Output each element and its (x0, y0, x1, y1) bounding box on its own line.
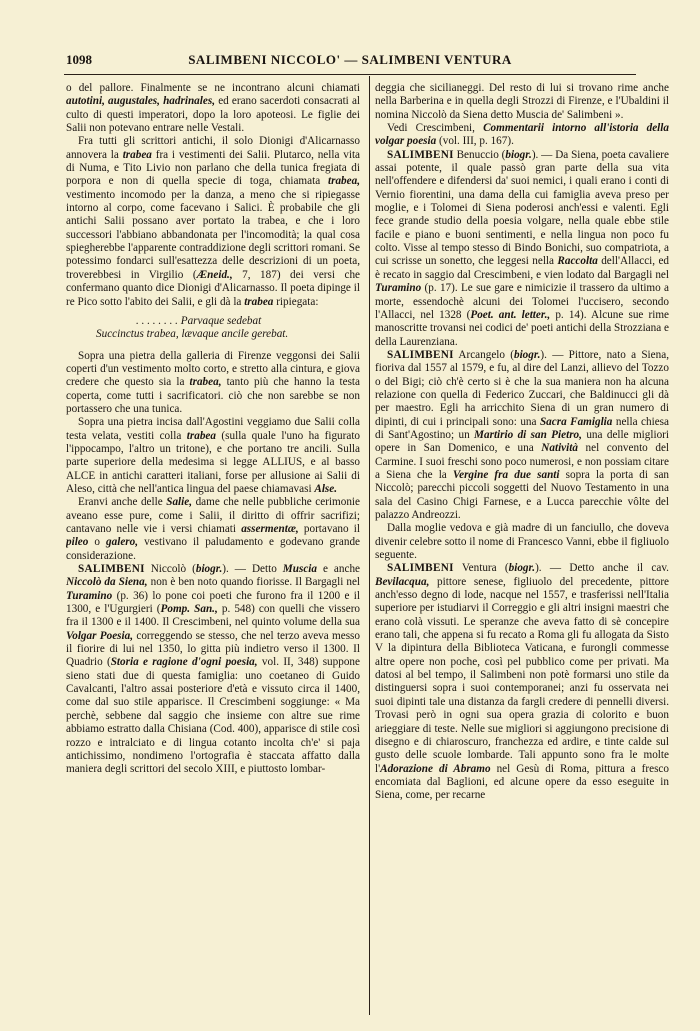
page-number: 1098 (66, 52, 92, 67)
paragraph: Vedi Crescimbeni, Commentarii intorno all'istoria della volgar poesia (vol. III, p. 167). (375, 122, 669, 148)
paragraph: Sopra una pietra della galleria di Firenze veggonsi dei Salii coperti d'un vestimento molto corto, e stretto alla cintura, e giova credere che questo sia la trabea, tanto più che hanno la testa coperta, come tutti i sacrificatori. ciò che non sarebbe se non portassero che una tunica. (66, 349, 360, 415)
entry-heading: SALIMBENI (387, 148, 454, 161)
paragraph: deggia che sicilianeggi. Del resto di lui si trovano rime anche nella Barberina e in quella degli Strozzi di Firenze, e l'Ubaldini il nomina Niccolò da Siena detto Muscia de' Salimbeni ». (375, 82, 669, 121)
paragraph: Dalla moglie vedova e già madre di un fanciullo, che doveva divenir celebre sotto il nome di Francesco Vanni, ebbe il figliuolo seguente. (375, 522, 669, 562)
column-divider (369, 76, 370, 1015)
verse-quote (66, 315, 360, 342)
paragraph: Eranvi anche delle Salie, dame che nelle pubbliche cerimonie aveano esse pure, come i Salii, il diritto di offrir sacrifizi; cantavano nelle vie i versi chiamati assermentæ, portavano il pileo o galero, vestivano il paludamento e godevano grande considerazione. (66, 496, 360, 562)
paragraph: Fra tutti gli scrittori antichi, il solo Dionigi d'Alicarnasso annovera la trabea fra i vestimenti dei Salii. Plutarco, nella vita di Numa, e Tito Livio non parlano che della tunica fregiata di porpora e non di quella specie di toga, chiamata trabea, vestimento incomodo per la danza, a meno che si ripiegasse intorno al corpo, come facevano i Salici. È probabile che gli antichi Salii possano aver portato la trabea, e che i loro successori l'abbiano abbandonata per l'incomodità; la qual cosa spiegherebbe l'apparente contraddizione degli scrittori romani. Se potessimo fondarci sull'esattezza delle descrizioni di un poeta, troverebbesi in Virgilio (Æneid., 7, 187) dei versi che confermano quanto dice Dionigi d'Alicarnasso. Il poeta dipinge il re Pico sotto l'abito dei Salii, e gli dà la trabea ripiegata: (66, 135, 360, 308)
running-title: SALIMBENI NICCOLO' — SALIMBENI VENTURA (188, 52, 512, 67)
verse-line: . . . . . . . . Parvaque sedebat (136, 314, 262, 327)
header-rule (64, 74, 636, 75)
entry-salimbeni-ventura: SALIMBENI Ventura (biogr.). — Detto anche il cav. Bevilacqua, pittore senese, figliuolo del precedente, pittore anch'esso degno di lode, nacque nel 1557, e trasferissi nell'Italia superiore per istudiarvi il Correggio e gli altri insigni maestri che erano colà vissuti. Le speranze che aveva fatto di sè concepire erano tali, che appena si fu recato a Roma gli fu allogata da Sisto V la dipintura della Biblioteca Vaticana, e furongli commesse altre opere non poche, così pel pubblico come per privati. Ma datosi al bel tempo, il Salimbeni non potè formarsi uno stile da distinguersi sopra i suoi contemporanei; anzi fu osservata nei suoi dipinti tale una distanza da fargli credere di pennelli diversi. Trovasi però in ogni sua opera grazia di colorito e buon arieggiare di teste. Nelle sue migliori si aggiungono precisione di disegno e di chiaroscuro, franchezza ed ardire, e tinte calde sul gusto delle scuole lombarde. Tali appunto sono fra le molte l'Adorazione di Abramo nel Gesù di Roma, pittura a fresco encomiata dal Baglioni, ed alcune opere da esso eseguite in Siena, come, per recarne (375, 562, 669, 802)
entry-salimbeni-arcangelo: SALIMBENI Arcangelo (biogr.). — Pittore, nato a Siena, fioriva dal 1557 al 1579, e fu, al dire del Lanzi, allievo del Tozzo o del Bigi; ciò ch'è certo si è che la sua maniera non ha alcuna relazione con quella di Federico Zuccari, che Baldinucci gli dà per maestro. Egli ha arricchito Siena di un gran numero di dipinti, di cui i principali sono: una Sacra Famiglia nella chiesa di Sant'Agostino; un Martirio di san Pietro, una delle migliori opere in San Domenico, e una Natività nel convento del Carmine. I suoi freschi sono poco numerosi, e non possiam citare a Siena che la Vergine fra due santi sopra la porta di san Niccolò; parecchi piccoli soggetti del Nuovo Testamento in una sala del Casino Chigi Farnese, e a Lucca parecchie vôlte del palazzo Andreozzi. (375, 348, 669, 521)
left-column (66, 82, 360, 1017)
entry-heading: SALIMBENI (387, 348, 454, 361)
verse-line: Succinctus trabea, lævaque ancile gerebat. (96, 328, 289, 341)
page-header (66, 52, 634, 70)
entry-salimbeni-benuccio: SALIMBENI Benuccio (biogr.). — Da Siena, poeta cavaliere assai potente, il quale passò gran parte della sua vita nell'offendere e difendersi da' suoi nemici, i quali erano i conti di Vernio fiorentini, una dama della cui famiglia aveva preso per moglie, e i Tolomei di Siena poderosi anch'essi e valenti. Egli fece grande studio della poesia volgare, nella quale ebbe stile facile e piano e buoni sentimenti, e nella lingua non poco fu colto. Visse al tempo stesso di Bindo Bonichi, suo compatriota, a cui scrisse un sonetto, che leggesi nella Raccolta dell'Allacci, ed è recato in saggio dal Crescimbeni, e vien lodato dal Bargagli nel Turamino (p. 17). Le sue gare e nimicizie il trassero da ultimo a morte, essendochè alcuni dei Tolomei l'uccisero, secondo l'Allacci, nel 1328 (Poet. ant. letter., p. 14). Alcune sue rime manoscritte trovansi nei codici de' poeti antichi della Strozziana e della Laurenziana. (375, 148, 669, 348)
paragraph: Sopra una pietra incisa dall'Agostini veggiamo due Salii colla testa velata, vestiti colla trabea (sulla quale l'uno ha figurato l'ippocampo, l'altro un tritone), e che portano tre ancili. Sulla parte superiore della medesima si legge ALLIUS, e al basso ALCE in antichi caratteri italiani, forse per allusione ai Salii di Aleso, città che nell'antica lingua del paese chiamavasi Alse. (66, 416, 360, 495)
right-column (375, 82, 669, 1017)
entry-salimbeni-niccolo: SALIMBENI Niccolò (biogr.). — Detto Muscia e anche Niccolò da Siena, non è ben noto quando fiorisse. Il Bargagli nel Turamino (p. 36) lo pone coi poeti che furono fra il 1200 e il 1300, e l'Ugurgieri (Pomp. San., p. 548) con quelli che vissero fra il 1300 e il 1400. Il Crescimbeni, nel quinto volume della sua Volgar Poesia, correggendo se stesso, che nel terzo aveva messo il fiorire di lui nel 1350, lo gitta più indietro verso il 1300. Il Quadrio (Storia e ragione d'ogni poesia, vol. II, 348) suppone sieno stati due di questa famiglia: uno coetaneo di Guido Cavalcanti, l'altro assai posteriore d'età e vissuto circa il 1400, come dal suo stile apparisce. Il Crescimbeni soggiunge: « Ma perchè, sebbene dal saggio che insieme con altre sue rime abbiamo estratto dalla Chisiana (Cod. 400), apparisce di stile così rozzo e intralciato e di lingua cotanto incolta ch'e' si paja antichissimo, nondimeno l'ortografia è staccata affatto dalla maniera degli scrittori del secolo XIII, e piuttosto lombar- (66, 563, 360, 776)
entry-heading: SALIMBENI (387, 562, 454, 575)
entry-heading: SALIMBENI (78, 563, 145, 576)
paragraph: o del pallore. Finalmente se ne incontrano alcuni chiamati autotini, augustales, hadrinales, ed erano sacerdoti consacrati al culto di questi imperatori, dopo la loro apoteosi. Le figlie dei Salii non potevano entrare nelle Vestali. (66, 82, 360, 135)
